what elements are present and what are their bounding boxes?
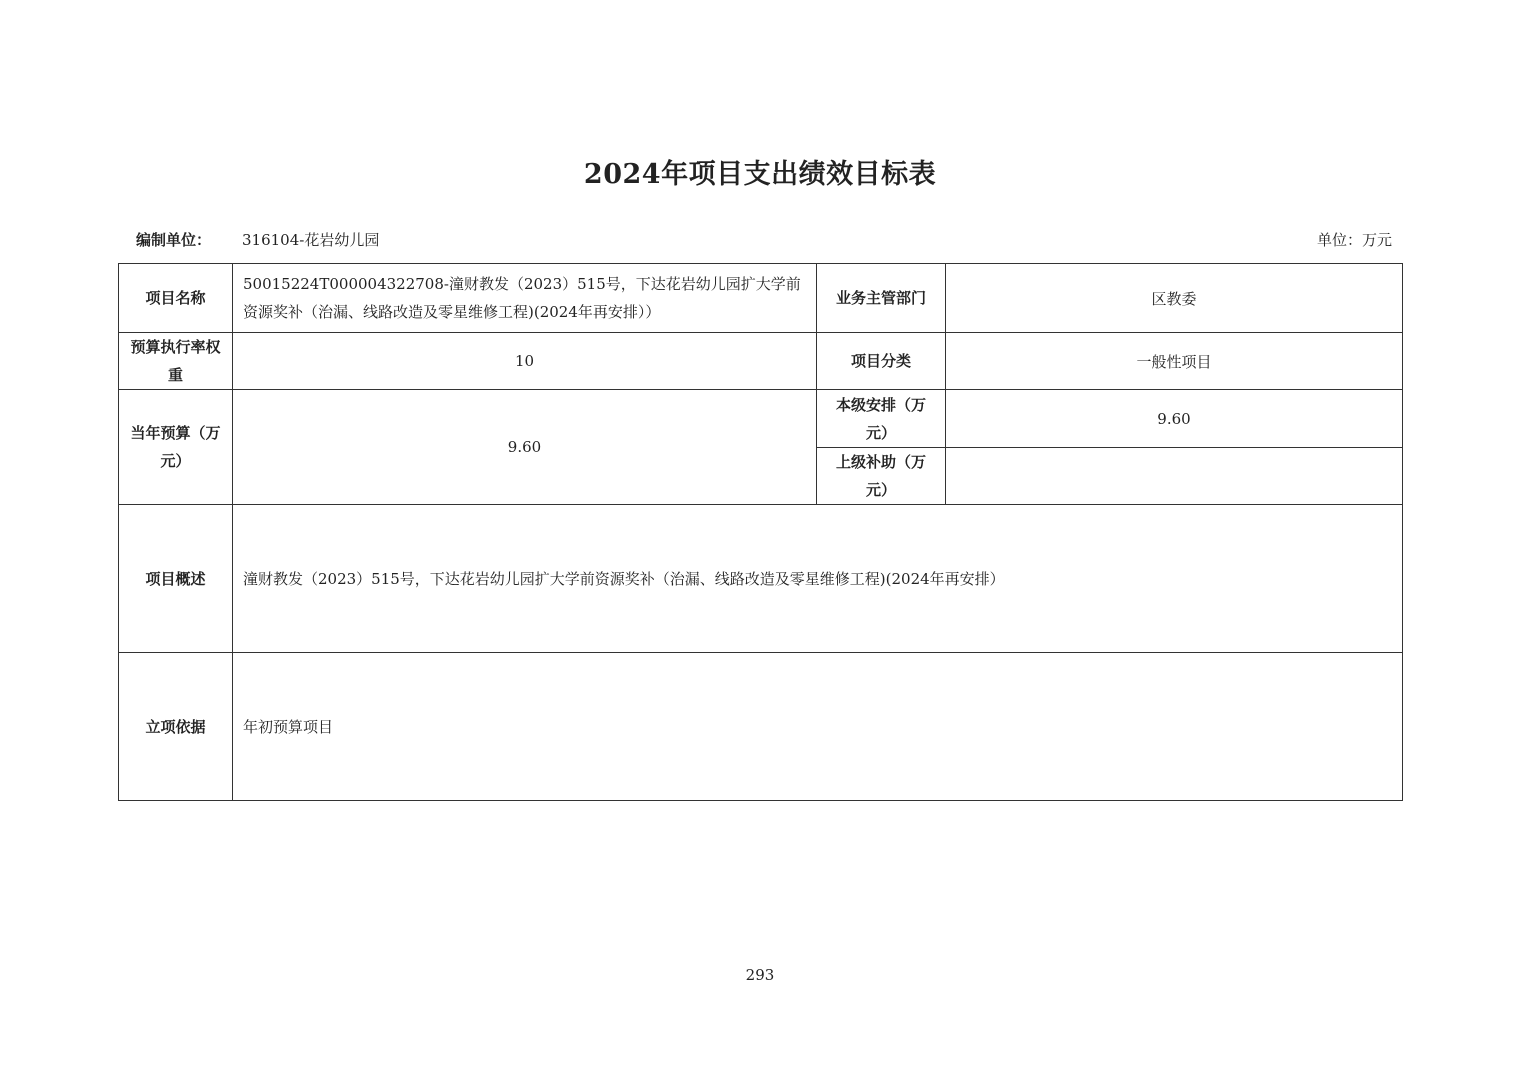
page-title: 2024年项目支出绩效目标表 <box>583 159 937 190</box>
compiler-label: 编制单位： <box>136 231 212 249</box>
local-arrangement-label: 本级安排（万元） <box>817 390 946 448</box>
annual-budget-value: 9.60 <box>233 390 817 505</box>
overview-value: 潼财教发（2023）515号，下达花岩幼儿园扩大学前资源奖补（治漏、线路改造及零星维修工程)(2024年再安排） <box>233 505 1403 653</box>
category-value: 一般性项目 <box>946 333 1403 390</box>
project-name-value: 50015224T000004322708-潼财教发（2023）515号，下达花岩幼儿园扩大学前资源奖补（治漏、线路改造及零星维修工程)(2024年再安排）） <box>233 264 817 333</box>
table-row <box>119 264 1403 333</box>
category-label: 项目分类 <box>817 333 946 390</box>
local-arrangement-value: 9.60 <box>946 390 1403 448</box>
dept-label: 业务主管部门 <box>817 264 946 333</box>
currency-unit: 单位：万元 <box>1316 231 1392 249</box>
exec-weight-value: 10 <box>233 333 817 390</box>
basis-value: 年初预算项目 <box>233 653 1403 801</box>
performance-target-table <box>118 263 1403 801</box>
superior-subsidy-label: 上级补助（万元） <box>817 448 946 505</box>
table-row <box>119 390 1403 448</box>
basis-label: 立项依据 <box>119 653 233 801</box>
dept-value: 区教委 <box>946 264 1403 333</box>
project-name-label: 项目名称 <box>119 264 233 333</box>
overview-label: 项目概述 <box>119 505 233 653</box>
table-row <box>119 333 1403 390</box>
annual-budget-label: 当年预算（万元） <box>119 390 233 505</box>
exec-weight-label: 预算执行率权重 <box>119 333 233 390</box>
table-row <box>119 653 1403 801</box>
table-row <box>119 505 1403 653</box>
page-number: 293 <box>745 966 775 984</box>
superior-subsidy-value <box>946 448 1403 505</box>
compiler-value: 316104-花岩幼儿园 <box>242 231 380 249</box>
